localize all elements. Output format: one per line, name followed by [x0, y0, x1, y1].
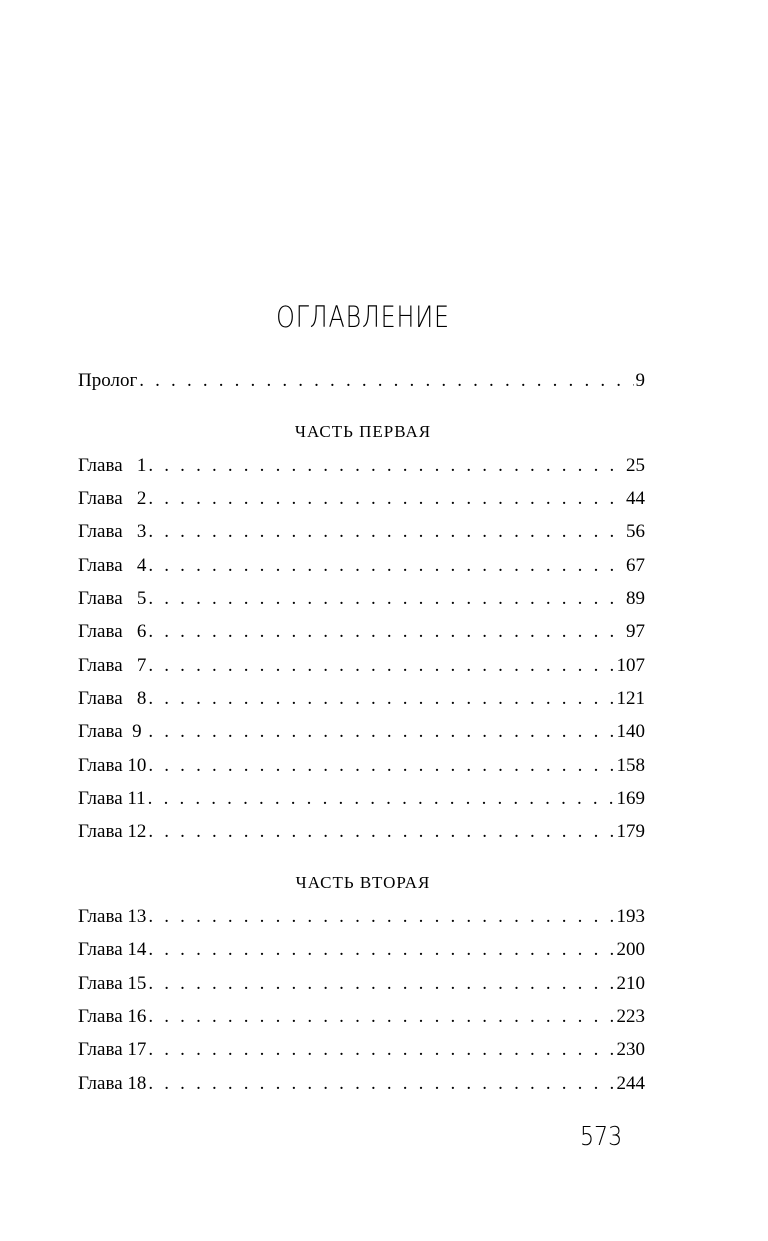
toc-entry-page: 9	[635, 370, 645, 391]
toc-entry-label: Глава 6	[78, 621, 147, 642]
toc-entry-page: 97	[626, 621, 645, 642]
dot-leader	[148, 519, 624, 545]
toc-entry-page: 44	[626, 488, 645, 509]
toc-entry-page: 121	[616, 688, 645, 709]
toc-entry-label: Глава 2	[78, 488, 147, 509]
dot-leader	[148, 937, 614, 963]
toc-entry[interactable]	[78, 653, 645, 679]
toc-entry-page: 107	[616, 655, 645, 676]
toc-entry-label: Глава 7	[78, 655, 147, 676]
dot-leader	[148, 904, 614, 930]
dot-leader	[148, 1037, 614, 1063]
toc-entry-page: 200	[616, 939, 645, 960]
toc-entry-label: Глава 15	[78, 973, 147, 994]
dot-leader	[148, 1071, 614, 1097]
toc-entry-label: Глава 13	[78, 906, 147, 927]
toc-entry[interactable]	[78, 619, 645, 645]
page-title: ОГЛАВЛЕНИЕ	[276, 300, 450, 334]
toc-entry-page: 223	[616, 1006, 645, 1027]
toc-entry-page: 56	[626, 521, 645, 542]
dot-leader	[148, 786, 615, 812]
page-number: 573	[580, 1122, 623, 1152]
toc-entry-page: 25	[626, 455, 645, 476]
toc-entry[interactable]	[78, 937, 645, 963]
dot-leader	[148, 719, 614, 745]
toc-entry-label: Глава 9	[78, 721, 147, 742]
toc-entry-label: Глава 12	[78, 821, 147, 842]
toc-entry[interactable]	[78, 686, 645, 712]
toc-entry-page: 179	[616, 821, 645, 842]
toc-entry-label: Глава 17	[78, 1039, 147, 1060]
toc-entry[interactable]	[78, 1071, 645, 1097]
toc-entry-prologue[interactable]	[78, 368, 645, 394]
toc-entry-label: Глава 5	[78, 588, 147, 609]
toc-entry-label: Глава 1	[78, 455, 147, 476]
toc-entry[interactable]	[78, 553, 645, 579]
toc-entry-label: Глава 3	[78, 521, 147, 542]
toc-entry-page: 89	[626, 588, 645, 609]
dot-leader	[148, 453, 624, 479]
toc-entry-page: 158	[616, 755, 645, 776]
toc-entry[interactable]	[78, 753, 645, 779]
dot-leader	[148, 553, 624, 579]
part-heading-2: ЧАСТЬ ВТОРАЯ	[295, 873, 431, 892]
toc-entry-label: Глава 16	[78, 1006, 147, 1027]
dot-leader	[148, 586, 624, 612]
toc-entry[interactable]	[78, 586, 645, 612]
toc-entry-label: Глава 4	[78, 555, 147, 576]
dot-leader	[148, 971, 614, 997]
toc-entry-page: 169	[616, 788, 645, 809]
part-heading-1: ЧАСТЬ ПЕРВАЯ	[294, 422, 432, 441]
toc-entry[interactable]	[78, 519, 645, 545]
toc-entry-page: 193	[616, 906, 645, 927]
toc-entry-label: Глава 8	[78, 688, 147, 709]
toc-entry[interactable]	[78, 819, 645, 845]
toc-entry-page: 244	[616, 1073, 645, 1094]
toc-entry-page: 67	[626, 555, 645, 576]
dot-leader	[148, 686, 614, 712]
toc-entry[interactable]	[78, 904, 645, 930]
toc-entry[interactable]	[78, 1037, 645, 1063]
dot-leader	[148, 619, 624, 645]
toc-entry[interactable]	[78, 971, 645, 997]
toc-entry[interactable]	[78, 453, 645, 479]
toc-entry-page: 140	[616, 721, 645, 742]
toc-entry-page: 230	[616, 1039, 645, 1060]
dot-leader	[148, 753, 614, 779]
dot-leader	[148, 1004, 614, 1030]
toc-entry-label: Глава 10	[78, 755, 147, 776]
toc-entry[interactable]	[78, 486, 645, 512]
dot-leader	[139, 368, 633, 394]
toc-entry-label: Глава 14	[78, 939, 147, 960]
toc-entry-label: Глава 11	[78, 788, 146, 809]
dot-leader	[148, 819, 614, 845]
toc-entry-label: Пролог	[78, 370, 138, 391]
toc-entry[interactable]	[78, 786, 645, 812]
toc-entry[interactable]	[78, 719, 645, 745]
toc-entry-label: Глава 18	[78, 1073, 147, 1094]
toc-entry[interactable]	[78, 1004, 645, 1030]
dot-leader	[148, 486, 624, 512]
toc-entry-page: 210	[616, 973, 645, 994]
dot-leader	[148, 653, 614, 679]
